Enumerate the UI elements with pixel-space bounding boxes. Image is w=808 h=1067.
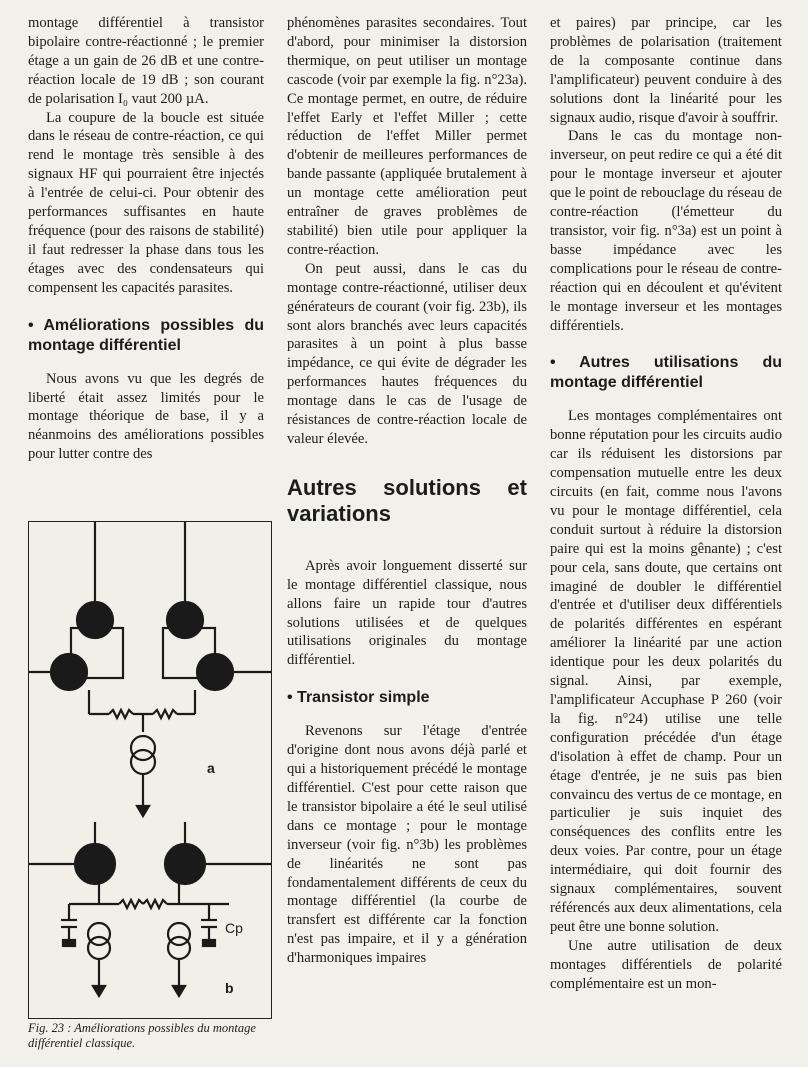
ground <box>203 940 215 946</box>
transistor-symbol <box>77 602 113 638</box>
paragraph: Revenons sur l'étage d'entrée d'origine dont nous avons déjà parlé et qui a historiquement précédé le montage différentiel. C'est pour cette raison que le transistor bipolaire a été le seul utilisé dans ce montage ; pour le montage inverseur (voir fig. n°3b) les problèmes de linéarités ne sont pas fondamentalement différents de ceux du montage différentiel (la courbe de transfert est différente car la fonction n'est pas impaire, et il y a génération d'harmoniques impaires <box>287 723 527 967</box>
resistor <box>119 900 143 908</box>
paragraph: Une autre utilisation de deux montages différentiels de polarité complémentaire est un mon- <box>550 937 782 992</box>
figure-label-b: b <box>225 980 234 996</box>
ground <box>63 940 75 946</box>
transistor-symbol <box>197 654 233 690</box>
figure-label-cp: Cp <box>225 920 243 936</box>
figure-label-a: a <box>207 760 215 776</box>
transistor-symbol <box>75 844 115 884</box>
paragraph: montage différentiel à transistor bipolaire contre-réactionné ; le premier étage a un gain de 26 dB et une contre-réaction locale de 19 dB ; son courant de polarisation I₀ vaut 200 µA. <box>28 15 264 107</box>
paragraph: La coupure de la boucle est située dans le réseau de contre-réaction, ce qui rend le montage très sensible à des signaux HF qui pourraient être injectés à l'entrée de celui-ci. Pour obtenir des performances suffisantes en haute fréquence (pour des raisons de stabilité) il faut redresser la phase dans tous les étages avec des condensateurs qui compensent les capacités parasites. <box>28 109 264 296</box>
paragraph: Dans le cas du montage non-inverseur, on peut redire ce qui a été dit pour le montage inverseur et ajouter que le point de rebouclage du réseau de contre-réaction (l'émetteur du transistor, voir fig. n°3a) est un point à basse impédance avec les complications pour le réseau de contre-réaction qui en découlent et qu'évitent le montage inverseur et les montages différentiels. <box>550 128 782 334</box>
current-source <box>168 937 190 959</box>
circuit-diagram <box>29 522 271 1018</box>
column-3 <box>550 14 782 994</box>
column-2 <box>287 14 527 968</box>
section-heading-ameliorations: • Améliorations possibles du montage différentiel <box>28 316 264 354</box>
transistor-symbol <box>167 602 203 638</box>
figure-23 <box>28 521 272 1019</box>
paragraph: phénomènes parasites secondaires. Tout d'abord, pour minimiser la distorsion thermique, on peut utiliser un montage cascode (voir par exemple la fig. n°23a). Ce montage permet, en outre, de réduire l'effet Early et l'effet Miller ; cette réduction de l'effet Miller permet d'obtenir de meilleures performances de bande passante (appliquée brutalement à un montage cette amélioration peut entraîner de graves problèmes de stabilité) bien utile pour appliquer la contre-réaction. <box>287 15 527 258</box>
arrow <box>173 986 185 996</box>
arrow <box>93 986 105 996</box>
resistor <box>153 710 177 718</box>
paragraph: On peut aussi, dans le cas du montage contre-réactionné, utiliser deux générateurs de courant (voir fig. 23b), ils sont alors branchés avec leurs capacités parasites à un point à plus basse impédance, ce qui évite de dégrader les performances hautes fréquences du montage dans le cas de l'usage de résistances de contre-réaction locale de valeur élevée. <box>287 260 527 447</box>
heading-line: variations <box>287 500 391 526</box>
current-source <box>88 937 110 959</box>
figure-caption: Fig. 23 : Améliorations possibles du montage différentiel classique. <box>28 1021 256 1050</box>
heading-line: Autres solutions et <box>287 474 527 500</box>
paragraph: et paires) par principe, car les problèmes de polarisation (traitement de la composante continue dans l'amplificateur) peuvent conduire à des solutions dont la linéarité pour les signaux audio, risque d'avoir à souffrir. <box>550 15 782 126</box>
transistor-symbol <box>165 844 205 884</box>
resistor <box>109 710 133 718</box>
paragraph: Nous avons vu que les degrés de liberté était assez limités pour le montage théorique de base, il y a néanmoins des améliorations possibles pour lutter contre des <box>28 370 264 463</box>
resistor <box>143 900 167 908</box>
current-source <box>131 736 155 760</box>
arrow <box>137 806 149 816</box>
column-1 <box>28 14 264 464</box>
transistor-symbol <box>51 654 87 690</box>
paragraph: Après avoir longuement disserté sur le montage différentiel classique, nous allons faire un rapide tour d'autres solutions utilisées et de quelques utilisations originales du montage différentiel. <box>287 557 527 669</box>
section-heading-autres-solutions <box>287 475 527 527</box>
section-heading-autres-utilisations: • Autres utilisations du montage différentiel <box>550 354 782 392</box>
section-heading-transistor-simple: • Transistor simple <box>287 689 430 707</box>
current-source <box>131 750 155 774</box>
paragraph: Les montages complémentaires ont bonne réputation pour les circuits audio car ils réduisent les distorsions par compensation mutuelle entre les deux circuits (en fait, comme nous l'avons vu pour le montage différentiel, cela conduit surtout à réduire la distorsion paire qui est la moins gênante) ; c'est pour cela, sans doute, que certains ont imaginé de doubler le différentiel d'entrée et d'utiliser deux différentiels de polarités différentes en espérant améliorer la linéarité par une action identique pour les deux polarités du signal. Ainsi, par exemple, l'amplificateur Accuphase P 260 (voir la fig. n°24) utilise une telle configuration précédée d'un étage d'isolation à effet de champ. Pour un étage d'entrée, je ne suis pas bien convaincu des vertus de ce montage, en particulier je suis inquiet des conséquences des conflits entre les deux voies. Par contre, pour un étage intermédiaire, qui doit fournir des signaux complémentaires, souvent référencés aux deux alimentations, cela peut être une bonne solution. <box>550 408 782 935</box>
